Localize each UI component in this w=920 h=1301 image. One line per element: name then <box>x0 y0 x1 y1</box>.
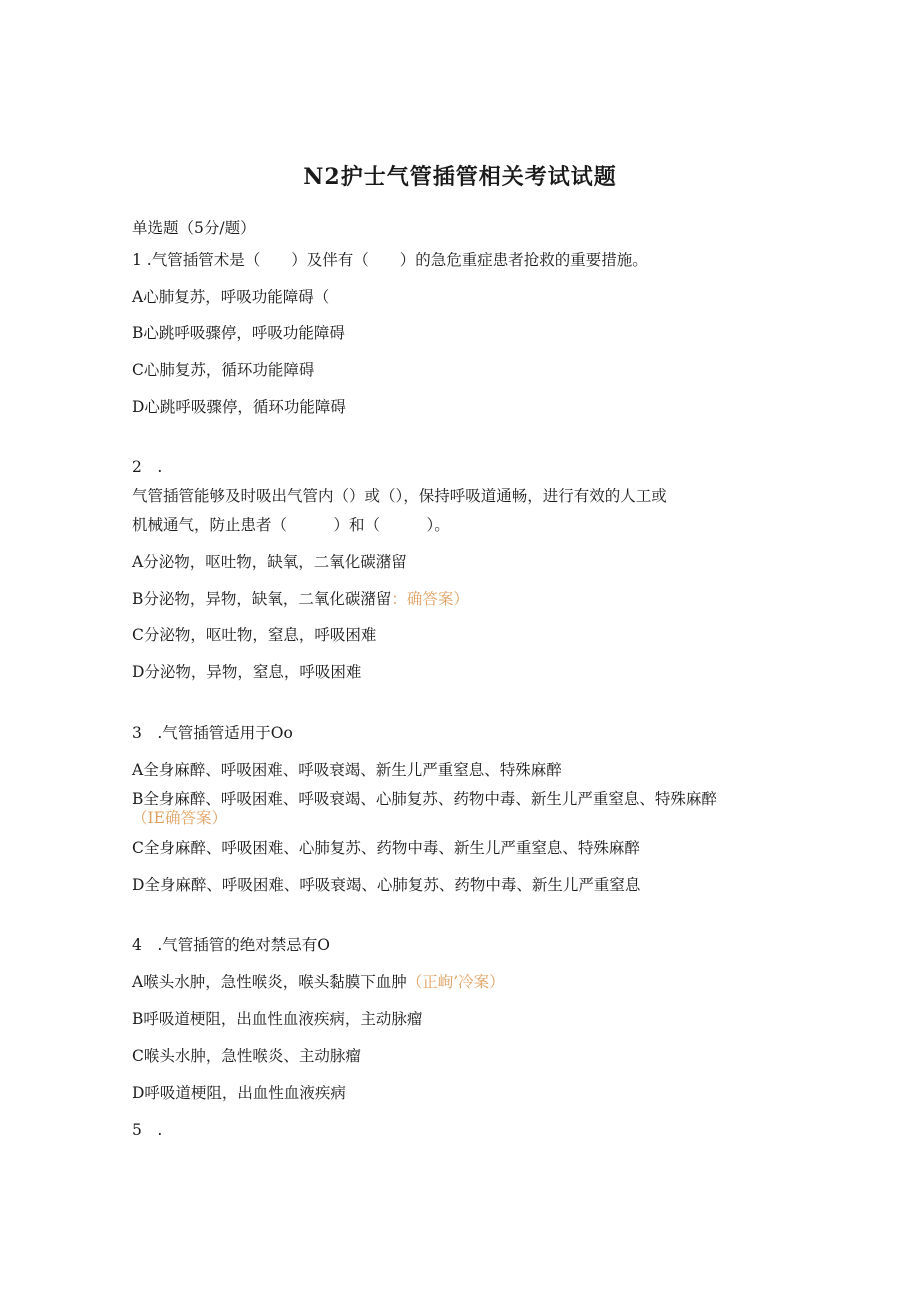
question-4-option-d: D呼吸道梗阻，出血性血液疾病 <box>132 1084 346 1102</box>
question-2-option-a: A分泌物，呕吐物，缺氧，二氧化碳潴留 <box>132 553 407 571</box>
question-1-option-b: B心跳呼吸骤停，呼吸功能障碍 <box>132 324 345 342</box>
question-5-stem: 5 . <box>132 1121 163 1139</box>
question-1-option-a: A心肺复苏，呼吸功能障碍（ <box>132 288 330 306</box>
page-title: N2护士气管插管相关考试试题 <box>303 164 617 190</box>
option-text: A喉头水肿，急性喉炎，喉头黏膜下血肿 <box>132 973 407 991</box>
question-1-option-c: C心肺复苏，循环功能障碍 <box>132 361 315 379</box>
question-3-option-c: C全身麻醉、呼吸困难、心肺复苏、药物中毒、新生儿严重窒息、特殊麻醉 <box>132 839 640 857</box>
option-text: B分泌物，异物，缺氧，二氧化碳潴留 <box>132 590 392 608</box>
question-2-number: 2 . <box>132 458 163 476</box>
question-1-stem: 1 .气管插管术是（ ）及伴有（ ）的急危重症患者抢救的重要措施。 <box>132 251 648 269</box>
question-3-option-b: B全身麻醉、呼吸困难、呼吸衰竭、心肺复苏、药物中毒、新生儿严重窒息、特殊麻醉 <box>132 790 717 808</box>
question-2-option-c: C分泌物，呕吐物，窒息，呼吸困难 <box>132 626 377 644</box>
question-2-option-d: D分泌物，异物，窒息，呼吸困难 <box>132 663 362 681</box>
question-3-option-a: A全身麻醉、呼吸困难、呼吸衰竭、新生儿严重窒息、特殊麻醉 <box>132 761 562 779</box>
correct-answer-mark: ：确答案） <box>391 590 469 608</box>
question-4-option-b: B呼吸道梗阻，出血性血液疾病，主动脉瘤 <box>132 1010 423 1028</box>
question-3-stem: 3 .气管插管适用于Oo <box>132 724 293 742</box>
question-3-option-b-answer <box>132 808 227 828</box>
question-4-stem: 4 .气管插管的绝对禁忌有O <box>132 936 330 954</box>
question-1-option-d: D心跳呼吸骤停，循环功能障碍 <box>132 398 346 416</box>
section-header: 单选题（5分/题） <box>132 219 256 237</box>
question-2-stem-line-1: 气管插管能够及时吸出气管内（）或（），保持呼吸道通畅，进行有效的人工或 <box>132 487 667 505</box>
question-2-option-b <box>132 589 469 609</box>
correct-answer-mark: （IE确答案） <box>132 809 227 827</box>
question-2-stem-line-2: 机械通气，防止患者（ ）和（ ）。 <box>132 516 450 534</box>
question-4-option-a <box>132 972 505 992</box>
question-3-option-d: D全身麻醉、呼吸困难、呼吸衰竭、心肺复苏、药物中毒、新生儿严重窒息 <box>132 876 641 894</box>
question-4-option-c: C喉头水肿，急性喉炎、主动脉瘤 <box>132 1047 361 1065</box>
correct-answer-mark: （正峋’冷案） <box>406 973 505 991</box>
